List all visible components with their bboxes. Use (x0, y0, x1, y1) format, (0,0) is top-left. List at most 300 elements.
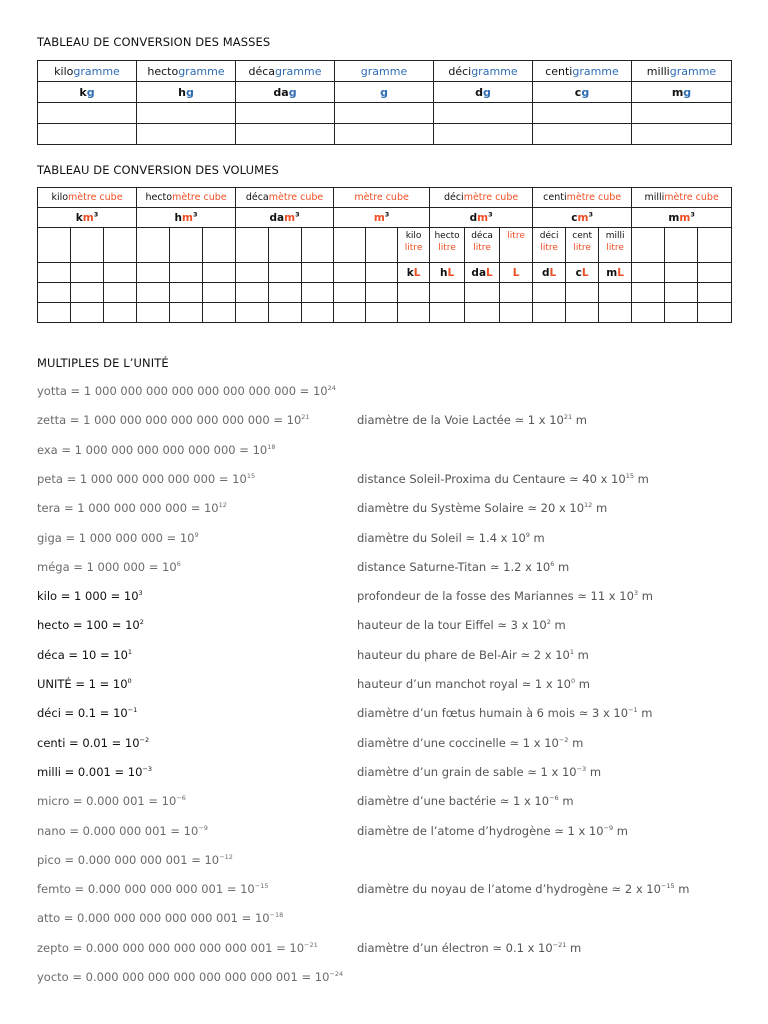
multiple-exponent: 0 (127, 677, 132, 686)
volume-unit-name-cell (533, 188, 632, 208)
multiple-name (37, 970, 343, 984)
multiple-example (357, 794, 574, 808)
empty-cell (430, 283, 465, 303)
volume-unit-symbols-row (38, 208, 732, 228)
symbol-prefix: c (571, 211, 578, 224)
multiple-exponent: −6 (176, 794, 186, 803)
symbol-prefix: c (574, 85, 582, 99)
litre-base: litre (573, 243, 591, 253)
volume-unit-symbol-cell (137, 208, 236, 228)
multiple-value: déci = 0.1 = 10 (37, 706, 128, 720)
mass-unit-symbol-cell (137, 82, 236, 103)
example-text: diamètre du Système Solaire ≃ 20 x 10 (357, 501, 585, 515)
example-exponent: 6 (550, 560, 555, 569)
multiple-value: tera = 1 000 000 000 000 = 10 (37, 501, 219, 515)
example-unit: m (568, 736, 584, 750)
empty-cell (104, 228, 137, 263)
volume-unit-symbol-cell (430, 208, 533, 228)
example-text: diamètre du noyau de l’atome d’hydrogène ≃ 2 x 10 (357, 882, 661, 896)
empty-cell (632, 228, 665, 263)
volume-unit-symbol-cell (236, 208, 334, 228)
mass-unit-symbol-cell (632, 82, 732, 103)
unit-base: mètre cube (664, 192, 719, 203)
empty-cell (104, 303, 137, 323)
mass-unit-symbol-cell (533, 82, 632, 103)
empty-cell (698, 263, 732, 283)
empty-cell (203, 303, 236, 323)
multiple-value: zetta = 1 000 000 000 000 000 000 000 = 10 (37, 413, 302, 427)
empty-cell (698, 228, 732, 263)
empty-cell (269, 263, 302, 283)
empty-cell (269, 283, 302, 303)
litre-base: litre (606, 243, 624, 253)
volume-unit-name-cell (137, 188, 236, 208)
symbol-prefix: d (469, 211, 478, 224)
unit-prefix: centi (543, 192, 567, 203)
unit-base: gramme (178, 64, 225, 78)
volume-unit-symbol-cell (533, 208, 632, 228)
empty-cell (566, 303, 599, 323)
empty-cell (269, 228, 302, 263)
example-exponent: 9 (525, 531, 530, 540)
example-text: distance Saturne-Titan ≃ 1.2 x 10 (357, 560, 551, 574)
symbol-prefix: h (178, 85, 186, 99)
symbol-prefix: k (79, 85, 87, 99)
volume-unit-name-cell (236, 188, 334, 208)
example-exponent: 1 (569, 648, 574, 657)
multiple-exponent: −3 (142, 765, 153, 774)
volume-unit-name-cell (632, 188, 732, 208)
empty-cell (137, 228, 170, 263)
example-unit: m (529, 531, 545, 545)
litre-base: litre (540, 243, 558, 253)
unit-base: gramme (73, 64, 120, 78)
symbol-base: g (86, 85, 95, 99)
multiple-example (357, 560, 569, 574)
multiple-name (37, 765, 152, 779)
volume-unit-names-row (38, 188, 732, 208)
multiple-value: femto = 0.000 000 000 000 001 = 10 (37, 882, 255, 896)
example-text: diamètre d’un électron ≃ 0.1 x 10 (357, 941, 553, 955)
mass-unit-name-cell (533, 61, 632, 82)
symbol-exponent: 3 (295, 210, 300, 218)
unit-base: gramme (471, 64, 518, 78)
empty-cell (334, 283, 366, 303)
unit-base: mètre cube (268, 192, 324, 203)
multiple-name (37, 443, 275, 457)
multiple-exponent: 6 (176, 560, 181, 569)
symbol-exponent: 3 (384, 210, 390, 218)
litre-symbol-cell (566, 263, 599, 283)
symbol-base: m (182, 211, 193, 224)
litre-name-cell (599, 228, 632, 263)
example-unit: m (572, 413, 587, 427)
symbol-prefix: k (75, 211, 83, 224)
empty-cell (203, 283, 236, 303)
litre-name-cell (566, 228, 599, 263)
mass-unit-name-cell (38, 61, 137, 82)
multiple-exponent: −18 (269, 911, 284, 920)
multiple-name (37, 472, 255, 486)
litre-symbol-base: L (413, 266, 421, 279)
empty-cell (269, 303, 302, 323)
symbol-prefix: h (174, 211, 183, 224)
multiple-exponent: 24 (327, 384, 336, 393)
empty-cell (302, 228, 334, 263)
multiple-name (37, 941, 318, 955)
litre-name-cell (398, 228, 430, 263)
empty-cell (71, 263, 104, 283)
empty-cell (236, 303, 269, 323)
multiple-name (37, 706, 137, 720)
volume-unit-name-cell (334, 188, 430, 208)
empty-cell (302, 303, 334, 323)
symbol-exponent: 3 (192, 210, 198, 218)
example-exponent: 3 (633, 589, 639, 598)
example-unit: m (566, 941, 582, 955)
example-exponent: −21 (552, 941, 567, 950)
litre-symbol-base: L (447, 266, 455, 279)
multiple-example (357, 882, 690, 896)
litre-symbol-base: L (581, 266, 589, 279)
example-unit: m (674, 882, 690, 896)
litre-symbol-cell (430, 263, 465, 283)
symbol-exponent: 3 (93, 210, 99, 218)
empty-cell (38, 228, 71, 263)
empty-cell (302, 283, 334, 303)
unit-base: mètre cube (463, 192, 519, 203)
litre-base: litre (473, 243, 491, 253)
example-unit: m (592, 501, 608, 515)
example-exponent: 21 (563, 413, 573, 422)
symbol-prefix: m (671, 85, 684, 99)
example-text: hauteur du phare de Bel-Air ≃ 2 x 10 (357, 648, 570, 662)
multiple-value: zepto = 0.000 000 000 000 000 000 001 = 10 (37, 941, 305, 955)
symbol-prefix: da (269, 211, 285, 224)
example-text: diamètre d’un fœtus humain à 6 mois ≃ 3 x 10 (357, 706, 629, 720)
empty-cell (500, 303, 533, 323)
multiple-exponent: −15 (254, 882, 269, 891)
multiples-title: MULTIPLES DE L’UNITÉ (37, 356, 169, 370)
multiple-value: micro = 0.000 001 = 10 (37, 794, 177, 808)
multiple-value: milli = 0.001 = 10 (37, 765, 143, 779)
example-exponent: −1 (628, 706, 638, 715)
volume-empty-row (38, 303, 732, 323)
empty-cell (398, 303, 430, 323)
unit-base: gramme (572, 64, 619, 78)
multiple-exponent: 9 (194, 531, 199, 540)
mass-unit-symbols-row (38, 82, 732, 103)
multiple-example (357, 618, 566, 632)
example-exponent: −3 (576, 765, 587, 774)
unit-prefix: milli (644, 192, 665, 203)
empty-cell (366, 263, 398, 283)
multiple-example (357, 824, 628, 838)
multiple-value: peta = 1 000 000 000 000 000 = 10 (37, 472, 247, 486)
unit-base: mètre cube (68, 192, 123, 203)
mass-empty-row (38, 103, 732, 124)
multiple-name (37, 501, 227, 515)
multiple-value: déca = 10 = 10 (37, 648, 128, 662)
litre-symbol-cell (533, 263, 566, 283)
empty-cell (137, 283, 170, 303)
empty-cell (38, 283, 71, 303)
volume-unit-symbol-cell (334, 208, 430, 228)
empty-cell (366, 228, 398, 263)
multiple-name (37, 853, 233, 867)
mass-unit-name-cell (335, 61, 434, 82)
empty-cell (465, 303, 500, 323)
unit-base: gramme (275, 64, 322, 78)
mass-unit-name-cell (434, 61, 533, 82)
example-text: profondeur de la fosse des Mariannes ≃ 11 x 10 (357, 589, 634, 603)
mass-unit-symbol-cell (38, 82, 137, 103)
multiple-value: atto = 0.000 000 000 000 000 001 = 10 (37, 911, 270, 925)
multiple-value: UNITÉ = 1 = 10 (37, 677, 128, 691)
empty-cell (698, 283, 732, 303)
multiple-example (357, 706, 653, 720)
litre-symbol-base: L (549, 266, 557, 279)
litre-name-cell (533, 228, 566, 263)
multiple-exponent: −12 (219, 853, 233, 862)
multiple-value: pico = 0.000 000 000 001 = 10 (37, 853, 220, 867)
example-unit: m (554, 560, 570, 574)
multiple-exponent: 15 (246, 472, 256, 481)
litre-prefix: hecto (434, 231, 460, 241)
unit-base: mètre cube (566, 192, 622, 203)
multiple-name (37, 882, 268, 896)
litre-symbol-prefix: k (406, 266, 414, 279)
empty-cell (334, 263, 366, 283)
example-exponent: −15 (660, 882, 675, 891)
unit-prefix: déca (248, 64, 276, 78)
mass-unit-symbol-cell (434, 82, 533, 103)
empty-cell (71, 303, 104, 323)
example-unit: m (613, 824, 629, 838)
empty-cell (71, 283, 104, 303)
litre-symbol-prefix: c (575, 266, 582, 279)
unit-prefix: kilo (51, 192, 69, 203)
multiple-name (37, 413, 310, 427)
example-text: diamètre du Soleil ≃ 1.4 x 10 (357, 531, 526, 545)
multiple-example (357, 765, 601, 779)
multiple-name (37, 648, 132, 662)
example-unit: m (586, 765, 602, 779)
multiple-exponent: −21 (304, 941, 318, 950)
symbol-prefix: m (668, 211, 680, 224)
symbol-base: m (284, 211, 296, 224)
litre-name-cell (500, 228, 533, 263)
symbol-base: m (82, 211, 94, 224)
multiple-exponent: −1 (127, 706, 138, 715)
multiple-name (37, 824, 208, 838)
symbol-base: m (477, 211, 489, 224)
mass-conversion-table (37, 60, 732, 145)
empty-cell (533, 303, 566, 323)
unit-base: gramme (669, 64, 717, 78)
example-unit: m (638, 589, 653, 603)
empty-cell (137, 263, 170, 283)
empty-cell (236, 228, 269, 263)
empty-cell (465, 283, 500, 303)
empty-cell (500, 283, 533, 303)
symbol-base: m (679, 211, 691, 224)
empty-cell (334, 228, 366, 263)
litre-symbol-prefix: h (439, 266, 448, 279)
multiple-name (37, 677, 132, 691)
example-unit: m (550, 618, 566, 632)
empty-cell (104, 263, 137, 283)
empty-cell (566, 283, 599, 303)
litre-name-cell (430, 228, 465, 263)
empty-cell (236, 263, 269, 283)
empty-cell (665, 303, 698, 323)
example-text: diamètre d’une coccinelle ≃ 1 x 10 (357, 736, 559, 750)
unit-base: mètre cube (354, 192, 409, 203)
empty-cell (137, 303, 170, 323)
litre-symbol-cell (500, 263, 533, 283)
empty-cell (665, 228, 698, 263)
multiple-name (37, 618, 144, 632)
multiple-value: yotta = 1 000 000 000 000 000 000 000 000 = 10 (37, 384, 328, 398)
symbol-base: m (577, 211, 589, 224)
litre-symbol-base: L (486, 266, 493, 279)
multiple-name (37, 384, 336, 398)
example-unit: m (575, 677, 590, 691)
multiple-value: nano = 0.000 000 001 = 10 (37, 824, 199, 838)
volume-table-title: TABLEAU DE CONVERSION DES VOLUMES (37, 163, 279, 177)
multiple-name (37, 560, 181, 574)
empty-cell (430, 303, 465, 323)
multiple-exponent: 1 (127, 648, 133, 657)
litre-prefix: kilo (405, 231, 422, 241)
multiple-value: centi = 0.01 = 10 (37, 736, 140, 750)
example-unit: m (558, 794, 574, 808)
empty-cell (38, 303, 71, 323)
empty-cell (398, 283, 430, 303)
multiple-name (37, 589, 143, 603)
litre-prefix: cent (572, 231, 592, 241)
example-text: diamètre de l’atome d’hydrogène ≃ 1 x 10 (357, 824, 604, 838)
volume-unit-name-cell (430, 188, 533, 208)
multiple-exponent: 2 (139, 618, 144, 627)
multiple-value: méga = 1 000 000 = 10 (37, 560, 177, 574)
litre-symbol-cell (398, 263, 430, 283)
example-exponent: −2 (558, 736, 569, 745)
symbol-base: g (288, 85, 297, 99)
multiple-value: exa = 1 000 000 000 000 000 000 = 10 (37, 443, 268, 457)
example-exponent: 0 (571, 677, 576, 686)
empty-cell (632, 263, 665, 283)
multiple-example (357, 413, 587, 427)
symbol-exponent: 3 (588, 210, 593, 218)
mass-unit-name-cell (632, 61, 732, 82)
unit-prefix: kilo (54, 64, 74, 78)
empty-cell (665, 283, 698, 303)
empty-cell (599, 283, 632, 303)
multiple-exponent: 18 (267, 443, 276, 452)
litre-name-cell (465, 228, 500, 263)
volume-empty-row (38, 283, 732, 303)
empty-cell (38, 263, 71, 283)
multiple-name (37, 911, 283, 925)
litre-symbol-prefix: m (606, 266, 618, 279)
empty-cell (71, 228, 104, 263)
litre-symbol-cell (599, 263, 632, 283)
example-exponent: 12 (584, 501, 593, 510)
mass-empty-row (38, 124, 732, 145)
empty-cell (302, 263, 334, 283)
multiple-exponent: −24 (329, 970, 344, 979)
litre-symbol-cell (465, 263, 500, 283)
multiple-exponent: 21 (301, 413, 310, 422)
litre-prefix: milli (605, 231, 625, 241)
volume-conversion-table (37, 187, 732, 323)
symbol-exponent: 3 (690, 210, 695, 218)
unit-prefix: déci (448, 64, 472, 78)
litre-symbol-base: L (617, 266, 624, 279)
symbol-exponent: 3 (488, 210, 493, 218)
litre-base: litre (438, 243, 456, 253)
mass-table-title: TABLEAU DE CONVERSION DES MASSES (37, 35, 271, 49)
unit-prefix: centi (545, 64, 573, 78)
volume-unit-symbol-cell (38, 208, 137, 228)
multiple-value: giga = 1 000 000 000 = 10 (37, 531, 195, 545)
symbol-base: g (683, 85, 692, 99)
unit-base: mètre cube (172, 192, 227, 203)
multiple-example (357, 648, 589, 662)
example-text: diamètre de la Voie Lactée ≃ 1 x 10 (357, 413, 564, 427)
example-text: hauteur d’un manchot royal ≃ 1 x 10 (357, 677, 571, 691)
multiple-example (357, 736, 583, 750)
empty-cell (533, 283, 566, 303)
empty-cell (104, 283, 137, 303)
empty-cell (203, 228, 236, 263)
multiple-name (37, 736, 149, 750)
volume-unit-name-cell (38, 188, 137, 208)
multiple-exponent: 12 (218, 501, 227, 510)
example-text: distance Soleil-Proxima du Centaure ≃ 40 x 10 (357, 472, 626, 486)
symbol-base: g (380, 85, 388, 99)
example-text: diamètre d’un grain de sable ≃ 1 x 10 (357, 765, 577, 779)
multiple-exponent: 3 (138, 589, 143, 598)
volume-unit-symbol-cell (632, 208, 732, 228)
mass-unit-symbol-cell (236, 82, 335, 103)
litre-symbol-base: L (512, 266, 520, 279)
symbol-base: g (185, 85, 194, 99)
multiple-value: hecto = 100 = 10 (37, 618, 140, 632)
unit-prefix: hecto (147, 64, 179, 78)
unit-prefix: milli (646, 64, 670, 78)
empty-cell (170, 263, 203, 283)
example-exponent: −9 (603, 824, 614, 833)
multiple-value: kilo = 1 000 = 10 (37, 589, 139, 603)
litre-symbol-prefix: d (541, 266, 550, 279)
litre-base: litre (507, 231, 525, 241)
multiple-example (357, 589, 653, 603)
empty-cell (170, 283, 203, 303)
mass-unit-names-row (38, 61, 732, 82)
multiple-example (357, 677, 590, 691)
example-text: hauteur de la tour Eiffel ≃ 3 x 10 (357, 618, 547, 632)
symbol-base: m (373, 211, 385, 224)
empty-cell (203, 263, 236, 283)
multiple-example (357, 501, 607, 515)
empty-cell (599, 303, 632, 323)
unit-base: gramme (360, 64, 408, 78)
multiple-example (357, 531, 545, 545)
multiple-name (37, 531, 199, 545)
